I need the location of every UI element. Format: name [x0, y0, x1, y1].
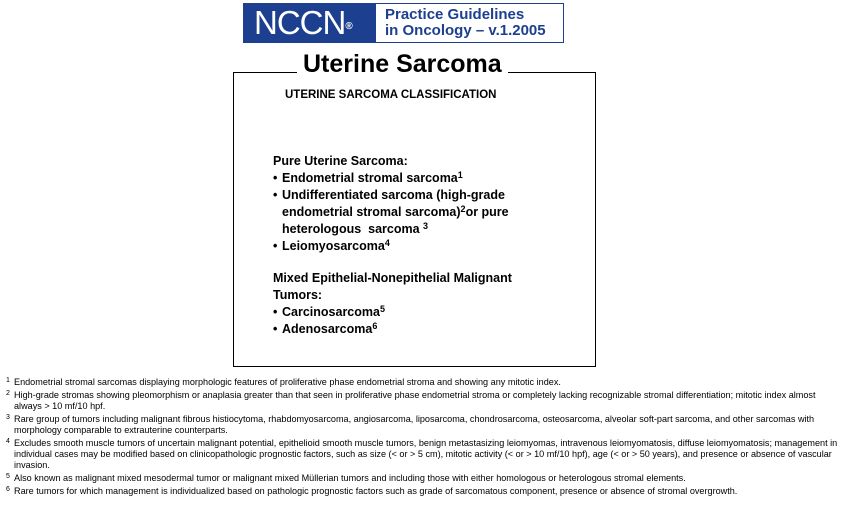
- guideline-line-2: in Oncology – v.1.2005: [385, 22, 546, 39]
- pure-sarcoma-heading: Pure Uterine Sarcoma:: [273, 154, 408, 168]
- bullet: •: [273, 305, 278, 319]
- classification-heading: UTERINE SARCOMA CLASSIFICATION: [285, 89, 497, 101]
- footnotes: [6, 377, 842, 498]
- footnote-5: 5 Also known as malignant mixed mesodermal tumor or malignant mixed Müllerian tumors and including those with either homologous or heterologous stromal elements.: [6, 473, 686, 483]
- logo-text: NCCN: [254, 4, 346, 41]
- nccn-header-logo: [243, 3, 564, 43]
- list-item-undifferentiated-cont-1: endometrial stromal sarcoma)$^2$or pure: [282, 204, 509, 219]
- list-item-undifferentiated: • Undifferentiated sarcoma (high-grade: [273, 188, 505, 202]
- mixed-tumors-heading: Mixed Epithelial-Nonepithelial Malignant Tumors:: [273, 271, 512, 302]
- bullet: •: [273, 171, 278, 185]
- list-item-undifferentiated-cont-2: heterologous sarcoma $^3$: [282, 221, 429, 236]
- footnote-6: 6 Rare tumors for which management is individualized based on pathologic prognostic factors such as grade of sarcomatous component, presence or absence of stromal overgrowth.: [6, 485, 738, 496]
- footnote-2: 2 High-grade stromas showing pleomorphism or anaplasia greater than that seen in proliferative phase endometrial stroma or completely lacking recognizable stromal differentiation; mitotic index almost always > 10 mf/10 hpf.: [6, 389, 816, 411]
- list-item-adenosarcoma: • Adenosarcoma$^6$: [273, 321, 378, 336]
- bullet: •: [273, 188, 278, 202]
- registered-mark: ®: [345, 21, 352, 32]
- list-item-leiomyosarcoma: • Leiomyosarcoma$^4$: [273, 238, 390, 253]
- footnote-4: 4 Excludes smooth muscle tumors of uncertain malignant potential, epithelioid smooth muscle tumors, benign metastasizing leiomyomas, intravenous leiomyomatosis, diffuse leiomyomatosis; management in individual cases may be modified based on clinicopathologic prognostic factors, such as size (< or > 5 cm), mitotic activity (< or > 10 mf/10 hpf), age (< or > 50 years), and presence or absence of vascular invasion.: [6, 437, 838, 471]
- footnote-1: 1 Endometrial stromal sarcomas displaying morphologic features of proliferative phase endometrial stroma and showing any mitotic index.: [6, 377, 561, 387]
- list-item-endometrial-stromal: • Endometrial stromal sarcoma$^1$: [273, 170, 463, 185]
- list-item-carcinosarcoma: • Carcinosarcoma$^5$: [273, 304, 385, 319]
- guideline-line-1: Practice Guidelines: [385, 6, 525, 23]
- nccn-logo: [244, 4, 376, 42]
- page-title: Uterine Sarcoma: [297, 50, 508, 78]
- guideline-version: [385, 7, 546, 39]
- bullet: •: [273, 239, 278, 253]
- bullet: •: [273, 322, 278, 336]
- footnote-3: 3 Rare group of tumors including malignant fibrous histiocytoma, rhabdomyosarcoma, angiosarcoma, liposarcoma, chondrosarcoma, osteosarcoma, alveolar soft-part sarcoma, and other sarcomas with morphology comparable to extrauterine counterparts.: [6, 413, 815, 435]
